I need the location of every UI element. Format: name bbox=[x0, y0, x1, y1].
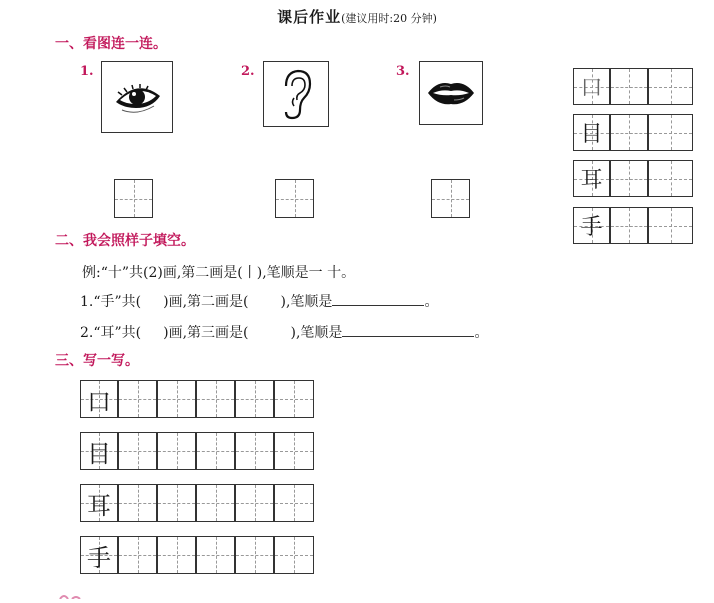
worksheet-title bbox=[0, 6, 714, 27]
writing-practice-grid bbox=[80, 380, 314, 580]
writing-cell[interactable] bbox=[196, 380, 235, 418]
mouth-picture bbox=[419, 61, 483, 125]
eye-icon bbox=[102, 62, 172, 132]
writing-cell[interactable] bbox=[196, 484, 235, 522]
q1-mid2: ),笔顺是 bbox=[280, 294, 333, 310]
writing-cell[interactable] bbox=[157, 536, 196, 574]
writing-cell[interactable] bbox=[235, 484, 274, 522]
writing-cell[interactable] bbox=[274, 380, 314, 418]
writing-example-cell bbox=[80, 484, 118, 522]
writing-cell[interactable] bbox=[118, 536, 157, 574]
grid-cell[interactable] bbox=[648, 207, 693, 244]
writing-cell[interactable] bbox=[235, 432, 274, 470]
right-character-grids bbox=[573, 68, 693, 248]
answer-box-1[interactable] bbox=[114, 179, 153, 218]
grid-example-cell bbox=[573, 68, 610, 105]
writing-example-cell bbox=[80, 536, 118, 574]
q2-mid1: )画,第三画是( bbox=[163, 325, 249, 341]
grid-cell[interactable] bbox=[648, 114, 693, 151]
char-er: 耳 bbox=[580, 168, 603, 193]
char-shou: 手 bbox=[580, 215, 603, 240]
mouth-icon bbox=[420, 62, 482, 124]
grid-cell[interactable] bbox=[648, 160, 693, 197]
question-1 bbox=[80, 291, 438, 311]
grid-example-cell bbox=[573, 160, 610, 197]
writing-cell[interactable] bbox=[118, 432, 157, 470]
writing-cell[interactable] bbox=[196, 432, 235, 470]
writing-cell[interactable] bbox=[235, 380, 274, 418]
char-kou: 口 bbox=[580, 76, 603, 101]
title-note: (建议用时:20 分钟) bbox=[341, 12, 437, 25]
write-char-shou: 手 bbox=[87, 543, 111, 572]
write-char-kou: 口 bbox=[87, 387, 111, 416]
writing-cell[interactable] bbox=[274, 484, 314, 522]
grid-example-cell bbox=[573, 207, 610, 244]
q1-start: 1.“手”共( bbox=[80, 294, 142, 310]
answer-box-2[interactable] bbox=[275, 179, 314, 218]
q1-order-blank[interactable] bbox=[332, 291, 424, 306]
grid-cell[interactable] bbox=[610, 114, 648, 151]
answer-box-3[interactable] bbox=[431, 179, 470, 218]
writing-example-cell bbox=[80, 380, 118, 418]
writing-cell[interactable] bbox=[196, 536, 235, 574]
q2-mid2: ),笔顺是 bbox=[290, 325, 343, 341]
writing-example-cell bbox=[80, 432, 118, 470]
grid-cell[interactable] bbox=[610, 207, 648, 244]
q1-end: 。 bbox=[424, 294, 439, 310]
picture-number-3: 3. bbox=[396, 64, 410, 79]
section2-heading: 二、我会照样子填空。 bbox=[55, 233, 195, 249]
grid-cell[interactable] bbox=[610, 160, 648, 197]
grid-cell[interactable] bbox=[648, 68, 693, 105]
footer-decoration bbox=[58, 584, 98, 590]
writing-cell[interactable] bbox=[118, 380, 157, 418]
char-mu: 目 bbox=[580, 122, 603, 147]
write-char-er: 耳 bbox=[87, 491, 111, 520]
q1-mid1: )画,第二画是( bbox=[163, 294, 249, 310]
write-char-mu: 目 bbox=[87, 439, 111, 468]
q2-end: 。 bbox=[474, 325, 489, 341]
writing-cell[interactable] bbox=[157, 380, 196, 418]
grid-example-cell bbox=[573, 114, 610, 151]
writing-cell[interactable] bbox=[118, 484, 157, 522]
section3-heading: 三、写一写。 bbox=[55, 353, 139, 369]
q2-order-blank[interactable] bbox=[342, 322, 474, 337]
section1-heading: 一、看图连一连。 bbox=[55, 36, 167, 52]
q2-start: 2.“耳”共( bbox=[80, 325, 142, 341]
writing-cell[interactable] bbox=[157, 432, 196, 470]
ear-icon bbox=[264, 62, 328, 126]
writing-cell[interactable] bbox=[274, 432, 314, 470]
writing-cell[interactable] bbox=[274, 536, 314, 574]
picture-number-1: 1. bbox=[80, 64, 94, 79]
example-sentence: 例:“十”共(2)画,第二画是(丨),笔顺是一 十。 bbox=[82, 265, 356, 281]
title-text: 课后作业 bbox=[277, 8, 342, 26]
writing-cell[interactable] bbox=[235, 536, 274, 574]
grid-cell[interactable] bbox=[610, 68, 648, 105]
question-2 bbox=[80, 322, 488, 342]
picture-number-2: 2. bbox=[241, 64, 255, 79]
eye-picture bbox=[101, 61, 173, 133]
writing-cell[interactable] bbox=[157, 484, 196, 522]
ear-picture bbox=[263, 61, 329, 127]
